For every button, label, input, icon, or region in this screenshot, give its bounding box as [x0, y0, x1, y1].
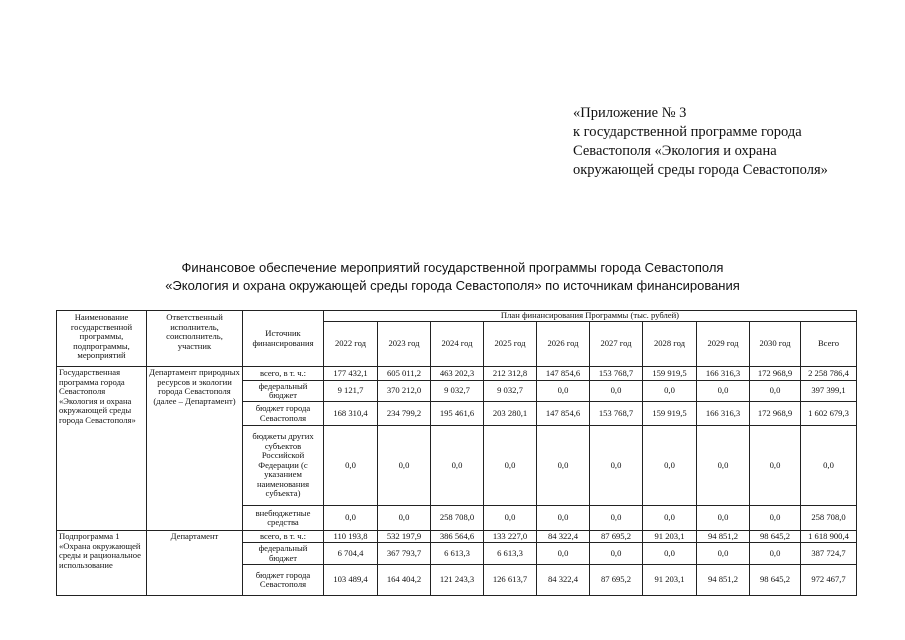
value-cell: 0,0	[484, 426, 537, 506]
header-year: 2022 год	[324, 322, 378, 367]
value-cell: 0,0	[697, 381, 750, 402]
value-cell: 6 704,4	[324, 543, 378, 565]
value-cell: 153 768,7	[590, 367, 643, 381]
value-cell: 9 121,7	[324, 381, 378, 402]
value-cell: 0,0	[324, 426, 378, 506]
total-cell: 258 708,0	[801, 506, 857, 531]
total-cell: 972 467,7	[801, 565, 857, 596]
table-row	[57, 367, 857, 381]
source-cell: внебюджетные средства	[243, 506, 324, 531]
value-cell: 87 695,2	[590, 531, 643, 543]
title-line-2: «Экология и охрана окружающей среды города Севастополя» по источникам финансирования	[165, 278, 740, 293]
value-cell: 164 404,2	[378, 565, 431, 596]
value-cell: 0,0	[697, 506, 750, 531]
value-cell: 159 919,5	[643, 367, 697, 381]
header-year: 2025 год	[484, 322, 537, 367]
value-cell: 0,0	[643, 543, 697, 565]
source-cell: бюджет города Севастополя	[243, 402, 324, 426]
value-cell: 98 645,2	[750, 531, 801, 543]
header-plan: План финансирования Программы (тыс. рублей)	[324, 311, 857, 322]
header-year: 2023 год	[378, 322, 431, 367]
header-year: 2030 год	[750, 322, 801, 367]
value-cell: 147 854,6	[537, 367, 590, 381]
value-cell: 0,0	[590, 506, 643, 531]
value-cell: 159 919,5	[643, 402, 697, 426]
value-cell: 0,0	[643, 381, 697, 402]
header-executor: Ответственный исполнитель, соисполнитель, участник	[147, 311, 243, 367]
value-cell: 532 197,9	[378, 531, 431, 543]
value-cell: 0,0	[697, 543, 750, 565]
value-cell: 258 708,0	[431, 506, 484, 531]
value-cell: 0,0	[537, 381, 590, 402]
value-cell: 0,0	[537, 426, 590, 506]
value-cell: 0,0	[590, 426, 643, 506]
title-line-1: Финансовое обеспечение мероприятий государственной программы города Севастополя	[181, 260, 724, 275]
value-cell: 0,0	[484, 506, 537, 531]
total-cell: 1 618 900,4	[801, 531, 857, 543]
value-cell: 6 613,3	[431, 543, 484, 565]
total-cell: 1 602 679,3	[801, 402, 857, 426]
value-cell: 0,0	[750, 381, 801, 402]
source-cell: бюджет города Севастополя	[243, 565, 324, 596]
source-cell: всего, в т. ч.:	[243, 367, 324, 381]
value-cell: 0,0	[750, 426, 801, 506]
value-cell: 0,0	[537, 543, 590, 565]
value-cell: 133 227,0	[484, 531, 537, 543]
value-cell: 110 193,8	[324, 531, 378, 543]
value-cell: 370 212,0	[378, 381, 431, 402]
value-cell: 168 310,4	[324, 402, 378, 426]
value-cell: 0,0	[378, 506, 431, 531]
header-source: Источник финансирования	[243, 311, 324, 367]
value-cell: 203 280,1	[484, 402, 537, 426]
value-cell: 0,0	[643, 506, 697, 531]
value-cell: 153 768,7	[590, 402, 643, 426]
value-cell: 0,0	[590, 381, 643, 402]
value-cell: 0,0	[378, 426, 431, 506]
total-cell: 0,0	[801, 426, 857, 506]
value-cell: 166 316,3	[697, 402, 750, 426]
value-cell: 367 793,7	[378, 543, 431, 565]
table-row	[57, 531, 857, 543]
value-cell: 172 968,9	[750, 402, 801, 426]
subprogram-name: Подпрограмма 1 «Охрана окружающей среды и рациональное использование	[57, 531, 147, 596]
value-cell: 463 202,3	[431, 367, 484, 381]
source-cell: федеральный бюджет	[243, 543, 324, 565]
total-cell: 397 399,1	[801, 381, 857, 402]
value-cell: 98 645,2	[750, 565, 801, 596]
annex-line-2: к государственной программе города	[573, 124, 802, 140]
annex-line-3: Севастополя «Экология и охрана	[573, 143, 777, 159]
header-year: 2028 год	[643, 322, 697, 367]
annex-note	[573, 104, 828, 180]
document-title	[0, 259, 905, 295]
financing-table	[56, 310, 857, 596]
value-cell: 121 243,3	[431, 565, 484, 596]
header-year: 2026 год	[537, 322, 590, 367]
value-cell: 0,0	[431, 426, 484, 506]
total-cell: 387 724,7	[801, 543, 857, 565]
value-cell: 234 799,2	[378, 402, 431, 426]
annex-line-1: «Приложение № 3	[573, 105, 687, 121]
value-cell: 9 032,7	[431, 381, 484, 402]
value-cell: 0,0	[324, 506, 378, 531]
program-name: Государственная программа города Севастополя «Экология и охрана окружающей среды города Севастополя»	[57, 367, 147, 531]
value-cell: 6 613,3	[484, 543, 537, 565]
value-cell: 0,0	[697, 426, 750, 506]
header-year: 2027 год	[590, 322, 643, 367]
value-cell: 87 695,2	[590, 565, 643, 596]
value-cell: 84 322,4	[537, 531, 590, 543]
value-cell: 9 032,7	[484, 381, 537, 402]
value-cell: 0,0	[750, 506, 801, 531]
header-year: 2029 год	[697, 322, 750, 367]
source-cell: всего, в т. ч.:	[243, 531, 324, 543]
value-cell: 94 851,2	[697, 565, 750, 596]
header-total: Всего	[801, 322, 857, 367]
value-cell: 0,0	[643, 426, 697, 506]
value-cell: 147 854,6	[537, 402, 590, 426]
value-cell: 0,0	[537, 506, 590, 531]
subprogram-executor: Департамент	[147, 531, 243, 596]
value-cell: 172 968,9	[750, 367, 801, 381]
value-cell: 84 322,4	[537, 565, 590, 596]
value-cell: 0,0	[590, 543, 643, 565]
value-cell: 0,0	[750, 543, 801, 565]
value-cell: 91 203,1	[643, 565, 697, 596]
value-cell: 103 489,4	[324, 565, 378, 596]
value-cell: 195 461,6	[431, 402, 484, 426]
header-name: Наименование государственной программы, подпрограммы, мероприятий	[57, 311, 147, 367]
source-cell: федеральный бюджет	[243, 381, 324, 402]
value-cell: 166 316,3	[697, 367, 750, 381]
value-cell: 212 312,8	[484, 367, 537, 381]
annex-line-4: окружающей среды города Севастополя»	[573, 162, 828, 178]
value-cell: 91 203,1	[643, 531, 697, 543]
value-cell: 605 011,2	[378, 367, 431, 381]
source-cell: бюджеты других субъектов Российской Федерации (с указанием наименования субъекта)	[243, 426, 324, 506]
program-executor: Департамент природных ресурсов и экологии города Севастополя (далее – Департамент)	[147, 367, 243, 531]
value-cell: 94 851,2	[697, 531, 750, 543]
value-cell: 177 432,1	[324, 367, 378, 381]
total-cell: 2 258 786,4	[801, 367, 857, 381]
value-cell: 126 613,7	[484, 565, 537, 596]
value-cell: 386 564,6	[431, 531, 484, 543]
header-year: 2024 год	[431, 322, 484, 367]
